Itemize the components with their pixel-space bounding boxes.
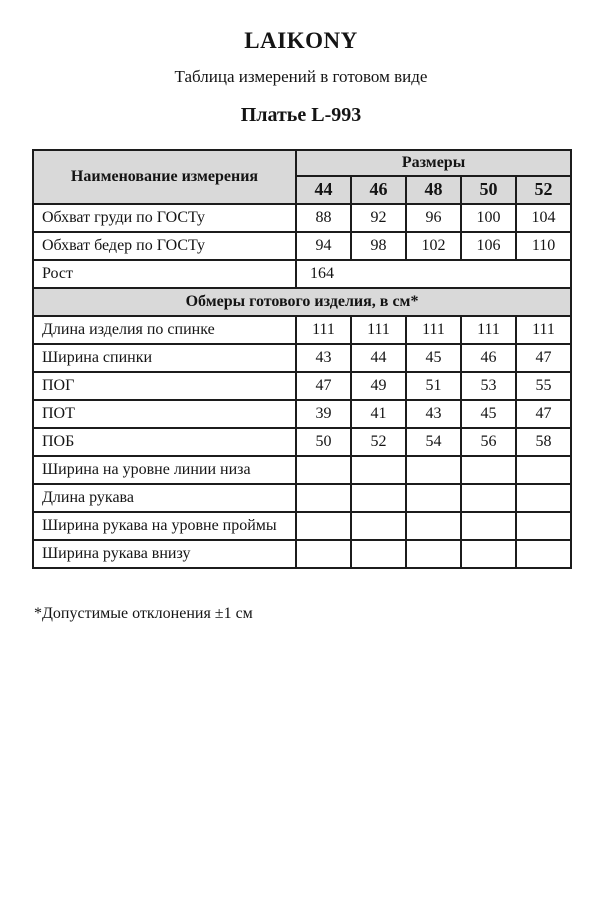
row-label-cell: Длина изделия по спинке: [33, 316, 296, 344]
row-label-cell: Ширина рукава на уровне проймы: [33, 512, 296, 540]
value-cell: [516, 512, 571, 540]
merged-value-cell: 164: [296, 260, 571, 288]
table-row: [33, 456, 571, 484]
value-cell: 111: [516, 316, 571, 344]
value-cell: [351, 484, 406, 512]
table-row: [33, 512, 571, 540]
value-cell: 44: [351, 344, 406, 372]
value-cell: 52: [351, 428, 406, 456]
value-cell: [461, 484, 516, 512]
table-body: [33, 204, 571, 568]
name-column-header: Наименование измерения: [33, 150, 296, 204]
value-cell: 88: [296, 204, 351, 232]
row-label-cell: Ширина спинки: [33, 344, 296, 372]
value-cell: [406, 512, 461, 540]
product-title: Платье L-993: [240, 103, 362, 126]
size-header-cell: 52: [516, 176, 571, 204]
value-cell: 111: [406, 316, 461, 344]
value-cell: [516, 484, 571, 512]
value-cell: 106: [461, 232, 516, 260]
value-cell: [461, 512, 516, 540]
section-header-cell: Обмеры готового изделия, в см*: [33, 288, 571, 316]
table-row: [33, 428, 571, 456]
value-cell: 98: [351, 232, 406, 260]
value-cell: [296, 540, 351, 568]
sizes-group-header: Размеры: [296, 150, 571, 176]
header-row-sizes-group: [33, 150, 571, 176]
value-cell: 45: [406, 344, 461, 372]
value-cell: [406, 540, 461, 568]
value-cell: 47: [516, 344, 571, 372]
value-cell: 102: [406, 232, 461, 260]
value-cell: 45: [461, 400, 516, 428]
table-row: [33, 540, 571, 568]
size-header-cell: 48: [406, 176, 461, 204]
value-cell: 100: [461, 204, 516, 232]
value-cell: 111: [351, 316, 406, 344]
size-header-cell: 44: [296, 176, 351, 204]
table-row: [33, 288, 571, 316]
value-cell: 43: [296, 344, 351, 372]
row-label-cell: ПОГ: [33, 372, 296, 400]
table-row: [33, 372, 571, 400]
value-cell: [351, 512, 406, 540]
size-header-cell: 46: [351, 176, 406, 204]
measurements-table: [32, 149, 572, 569]
value-cell: [351, 456, 406, 484]
table-head: [33, 150, 571, 204]
row-label-cell: Ширина рукава внизу: [33, 540, 296, 568]
tolerance-footnote: *Допустимые отклонения ±1 см: [34, 604, 253, 622]
value-cell: 47: [516, 400, 571, 428]
table-row: [33, 400, 571, 428]
value-cell: [516, 456, 571, 484]
value-cell: 58: [516, 428, 571, 456]
brand-title: LAIKONY: [244, 28, 358, 53]
value-cell: [296, 456, 351, 484]
row-label-cell: Обхват бедер по ГОСТу: [33, 232, 296, 260]
value-cell: 54: [406, 428, 461, 456]
value-cell: 39: [296, 400, 351, 428]
table-row: [33, 316, 571, 344]
row-label-cell: ПОТ: [33, 400, 296, 428]
value-cell: 92: [351, 204, 406, 232]
value-cell: 111: [296, 316, 351, 344]
table-row: [33, 260, 571, 288]
value-cell: [296, 484, 351, 512]
value-cell: 111: [461, 316, 516, 344]
value-cell: 56: [461, 428, 516, 456]
value-cell: [516, 540, 571, 568]
value-cell: 50: [296, 428, 351, 456]
value-cell: [461, 456, 516, 484]
row-label-cell: ПОБ: [33, 428, 296, 456]
table-row: [33, 484, 571, 512]
row-label-cell: Рост: [33, 260, 296, 288]
value-cell: 53: [461, 372, 516, 400]
value-cell: 41: [351, 400, 406, 428]
value-cell: 96: [406, 204, 461, 232]
value-cell: 110: [516, 232, 571, 260]
value-cell: [351, 540, 406, 568]
table-row: [33, 204, 571, 232]
row-label-cell: Ширина на уровне линии низа: [33, 456, 296, 484]
row-label-cell: Обхват груди по ГОСТу: [33, 204, 296, 232]
value-cell: [406, 456, 461, 484]
document-subtitle: Таблица измерений в готовом виде: [174, 67, 428, 87]
value-cell: 104: [516, 204, 571, 232]
value-cell: [296, 512, 351, 540]
table-row: [33, 232, 571, 260]
value-cell: 46: [461, 344, 516, 372]
size-header-cell: 50: [461, 176, 516, 204]
value-cell: 43: [406, 400, 461, 428]
value-cell: [406, 484, 461, 512]
value-cell: [461, 540, 516, 568]
value-cell: 51: [406, 372, 461, 400]
value-cell: 94: [296, 232, 351, 260]
value-cell: 49: [351, 372, 406, 400]
row-label-cell: Длина рукава: [33, 484, 296, 512]
value-cell: 47: [296, 372, 351, 400]
value-cell: 55: [516, 372, 571, 400]
table-row: [33, 344, 571, 372]
